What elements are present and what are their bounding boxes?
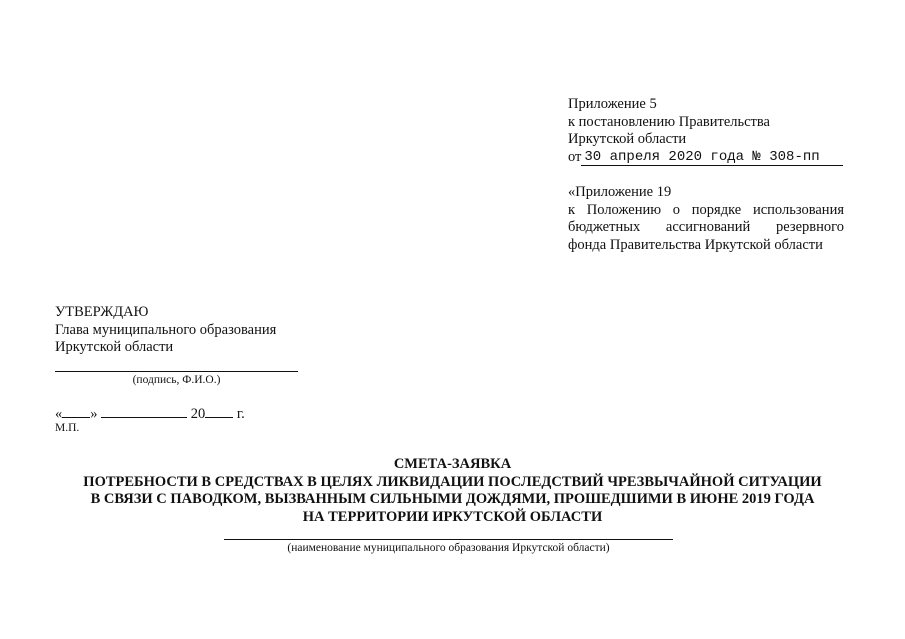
date-open-quote: «: [55, 406, 63, 422]
title-line-3: В СВЯЗИ С ПАВОДКОМ, ВЫЗВАННЫМ СИЛЬНЫМИ ДОЖДЯМИ, ПРОШЕДШИМИ В ИЮНЕ 2019 ГОДА: [90, 491, 815, 507]
appendix-5-title: Приложение 5: [568, 96, 657, 112]
year-suffix: г.: [236, 406, 245, 422]
approval-heading: УТВЕРЖДАЮ: [55, 304, 149, 320]
approval-position: Глава муниципального образования: [55, 321, 277, 338]
appendix-19-header: [568, 184, 844, 254]
appendix-5-from-prefix: от: [568, 148, 582, 165]
appendix-5-date-number: 30 апреля 2020 года № 308-пп: [581, 149, 843, 166]
title-line-2: ПОТРЕБНОСТИ В СРЕДСТВАХ В ЦЕЛЯХ ЛИКВИДАЦИИ ПОСЛЕДСТВИЙ ЧРЕЗВЫЧАЙНОЙ СИТУАЦИИ: [83, 473, 822, 490]
approval-region: Иркутской области: [55, 339, 174, 355]
year-prefix: 20: [190, 406, 206, 422]
stamp-place: М.П.: [55, 422, 80, 434]
signature-caption: (подпись, Ф.И.О.): [132, 374, 221, 386]
appendix-19-budget: бюджетных ассигнований резервного: [568, 219, 844, 235]
day-blank: [62, 405, 90, 418]
appendix-19-regulation: к Положению о порядке использования: [568, 201, 844, 218]
date-close-quote: »: [90, 406, 98, 422]
signature-line: [55, 371, 298, 372]
appendix-19-title: «Приложение 19: [568, 184, 672, 200]
approval-block: [55, 304, 315, 357]
month-blank: [101, 405, 187, 418]
title-line-4: НА ТЕРРИТОРИИ ИРКУТСКОЙ ОБЛАСТИ: [302, 508, 603, 525]
org-name-caption: (наименование муниципального образования Иркутской области): [287, 542, 610, 554]
appendix-5-region: Иркутской области: [568, 131, 687, 147]
appendix-19-fund: фонда Правительства Иркутской области: [568, 236, 823, 253]
appendix-5-date-line: [568, 149, 843, 167]
appendix-5-header: [568, 96, 848, 166]
appendix-5-resolution: к постановлению Правительства: [568, 113, 770, 130]
org-name-line: [224, 539, 673, 540]
approval-date-line: [55, 405, 245, 423]
year-blank: [205, 405, 233, 418]
title-line-1: СМЕТА-ЗАЯВКА: [393, 456, 512, 472]
document-title: [0, 456, 905, 526]
